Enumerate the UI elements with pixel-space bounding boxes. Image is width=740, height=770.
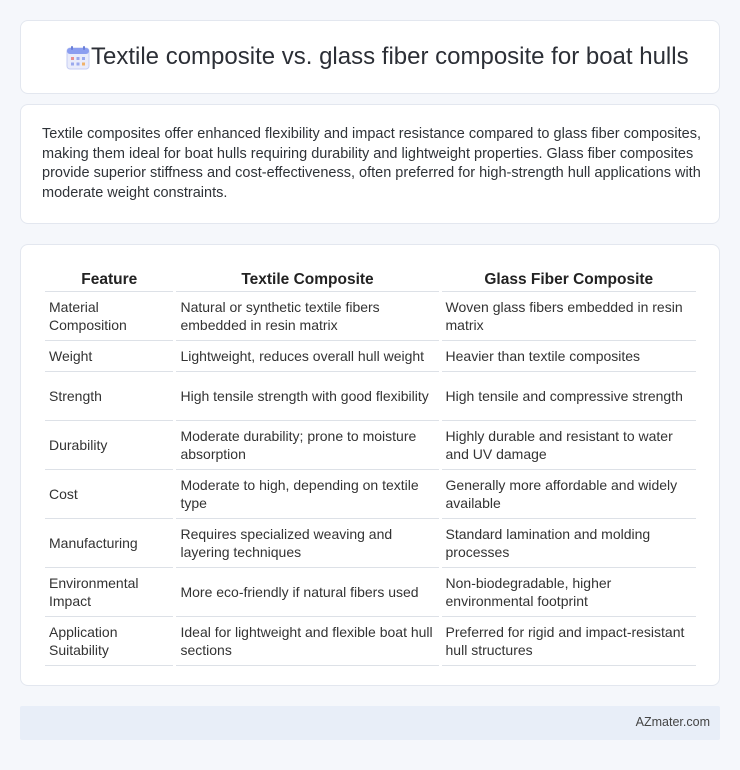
column-header-textile: Textile Composite: [176, 265, 438, 292]
textile-cell: Natural or synthetic textile fibers embedded in resin matrix: [176, 292, 438, 341]
feature-cell: Application Suitability: [45, 617, 173, 666]
textile-cell: Lightweight, reduces overall hull weight: [176, 341, 438, 372]
feature-cell: Material Composition: [45, 292, 173, 341]
footer-site-link[interactable]: AZmater.com: [635, 715, 710, 729]
table-header-row: [45, 265, 696, 292]
textile-cell: More eco-friendly if natural fibers used: [176, 568, 438, 617]
table-row: [45, 421, 696, 470]
glass-fiber-cell: High tensile and compressive strength: [442, 372, 696, 421]
glass-fiber-cell: Highly durable and resistant to water and UV damage: [442, 421, 696, 470]
textile-cell: High tensile strength with good flexibility: [176, 372, 438, 421]
summary-card: [20, 104, 720, 224]
table-row: [45, 617, 696, 666]
title-card: [20, 20, 720, 94]
comparison-table: [42, 265, 699, 666]
textile-cell: Ideal for lightweight and flexible boat hull sections: [176, 617, 438, 666]
table-row: [45, 519, 696, 568]
feature-cell: Environmental Impact: [45, 568, 173, 617]
table-row: [45, 341, 696, 372]
calendar-grid-icon: [65, 45, 91, 71]
summary-text: Textile composites offer enhanced flexibility and impact resistance compared to glass fiber composites, making them ideal for boat hulls requiring durability and lightweight properties. Glass fiber composites provide superior stiffness and cost-effectiveness, often preferred for high-strength hull applications with moderate weight constraints.: [42, 126, 701, 201]
footer-bar: [20, 706, 720, 740]
table-row: [45, 292, 696, 341]
glass-fiber-cell: Woven glass fibers embedded in resin matrix: [442, 292, 696, 341]
textile-cell: Moderate to high, depending on textile type: [176, 470, 438, 519]
textile-cell: Requires specialized weaving and layering techniques: [176, 519, 438, 568]
glass-fiber-cell: Non-biodegradable, higher environmental footprint: [442, 568, 696, 617]
page-title: Textile composite vs. glass fiber composite for boat hulls: [91, 43, 689, 70]
table-row: [45, 568, 696, 617]
glass-fiber-cell: Standard lamination and molding processes: [442, 519, 696, 568]
feature-cell: Weight: [45, 341, 173, 372]
glass-fiber-cell: Preferred for rigid and impact-resistant hull structures: [442, 617, 696, 666]
feature-cell: Manufacturing: [45, 519, 173, 568]
column-header-feature: Feature: [45, 265, 173, 292]
textile-cell: Moderate durability; prone to moisture absorption: [176, 421, 438, 470]
feature-cell: Strength: [45, 372, 173, 421]
table-row: [45, 372, 696, 421]
glass-fiber-cell: Heavier than textile composites: [442, 341, 696, 372]
table-row: [45, 470, 696, 519]
comparison-table-card: [20, 244, 720, 686]
feature-cell: Cost: [45, 470, 173, 519]
glass-fiber-cell: Generally more affordable and widely available: [442, 470, 696, 519]
column-header-glass-fiber: Glass Fiber Composite: [442, 265, 696, 292]
feature-cell: Durability: [45, 421, 173, 470]
